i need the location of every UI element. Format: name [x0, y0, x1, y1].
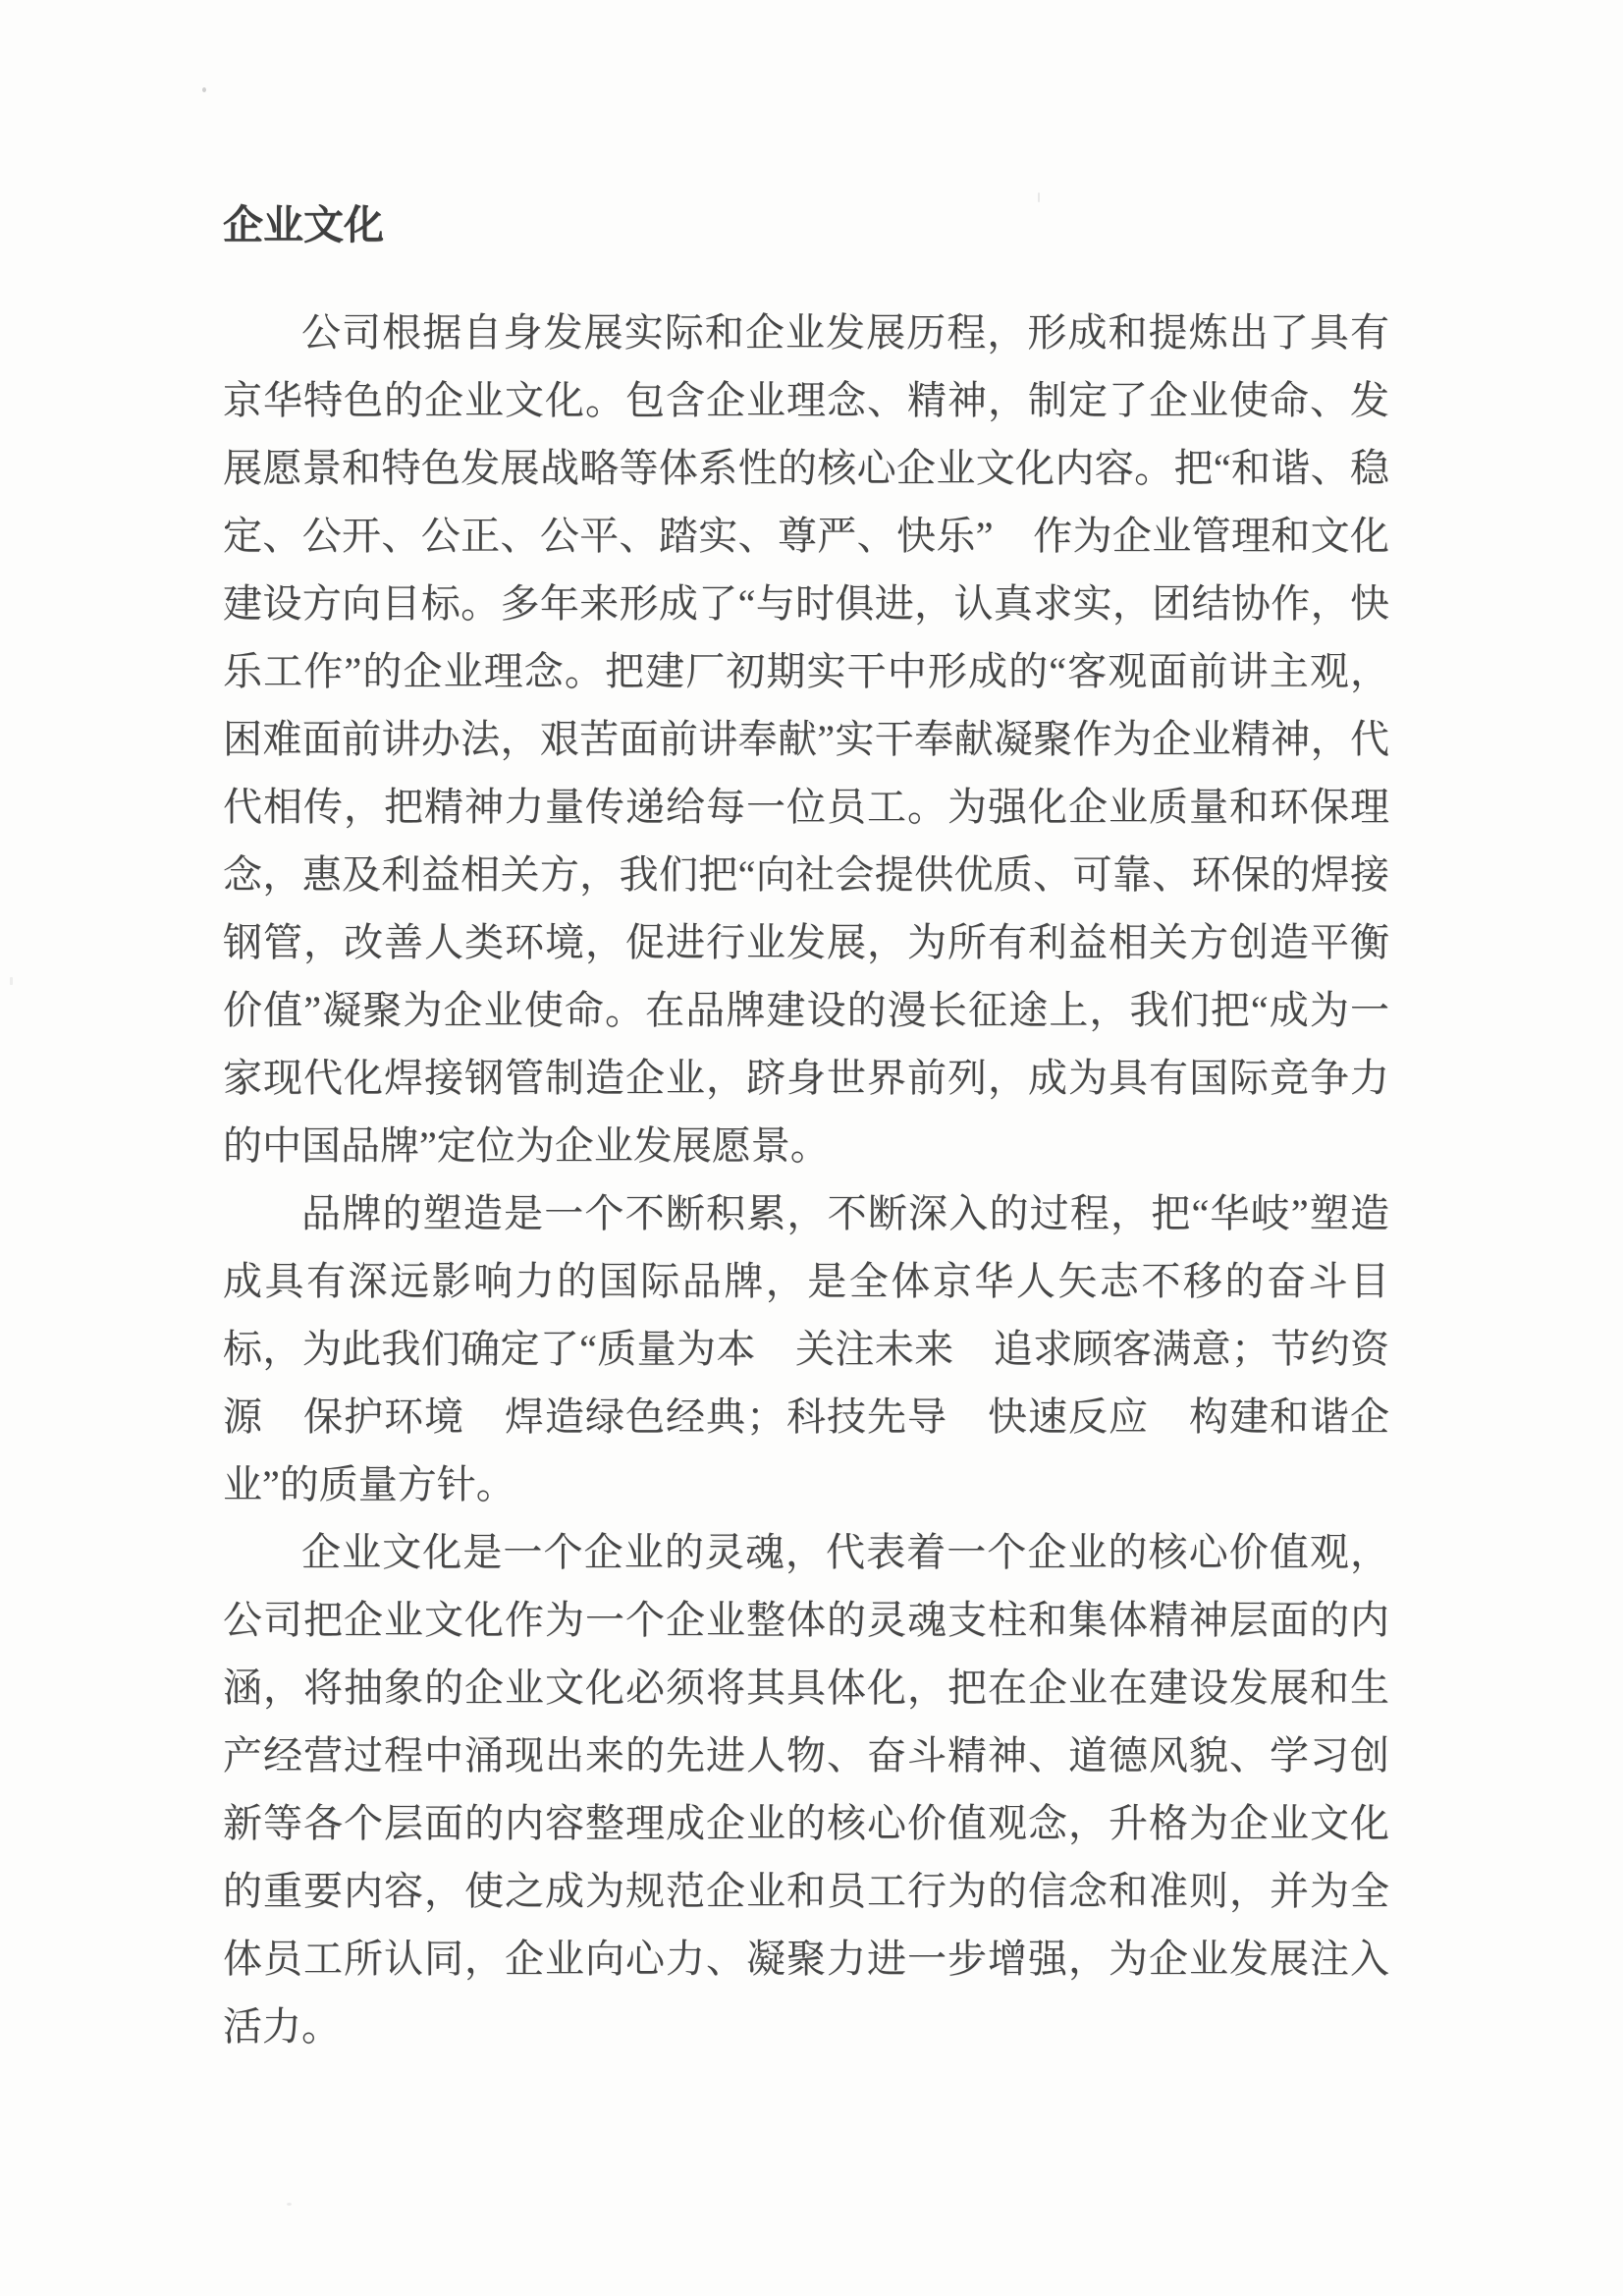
document-title: 企业文化	[223, 202, 384, 247]
document-content	[223, 204, 1389, 2060]
scan-speck	[202, 87, 206, 92]
scan-speck	[10, 977, 13, 985]
paragraph-culture-as-soul: 企业文化是一个企业的灵魂，代表着一个企业的核心价值观，公司把企业文化作为一个企业整体的灵魂支柱和集体精神层面的内涵，将抽象的企业文化必须将其具体化，把在企业在建设发展和生产经营过程中涌现出来的先进人物、奋斗精神、道德风貌、学习创新等各个层面的内容整理成企业的核心价值观念，升格为企业文化的重要内容，使之成为规范企业和员工行为的信念和准则，并为全体员工所认同，企业向心力、凝聚力进一步增强，为企业发展注入活力。	[223, 1530, 1389, 2049]
paragraph-brand-building: 品牌的塑造是一个不断积累，不断深入的过程，把“华岐”塑造成具有深远影响力的国际品牌，是全体京华人矢志不移的奋斗目标，为此我们确定了“质量为本 关注未来 追求顾客满意；节约资源 保护环境 焊造绿色经典；科技先导 快速反应 构建和谐企业”的质量方针。	[223, 1191, 1389, 1506]
scan-speck	[287, 2203, 292, 2206]
scan-speck	[1038, 192, 1040, 202]
paragraph-corporate-culture-overview: 公司根据自身发展实际和企业发展历程，形成和提炼出了具有京华特色的企业文化。包含企业理念、精神，制定了企业使命、发展愿景和特色发展战略等体系性的核心企业文化内容。把“和谐、稳定、公开、公正、公平、踏实、尊严、快乐” 作为企业管理和文化建设方向目标。多年来形成了“与时俱进，认真求实，团结协作，快乐工作”的企业理念。把建厂初期实干中形成的“客观面前讲主观，困难面前讲办法，艰苦面前讲奉献”实干奉献凝聚作为企业精神，代代相传，把精神力量传递给每一位员工。为强化企业质量和环保理念，惠及利益相关方，我们把“向社会提供优质、可靠、环保的焊接钢管，改善人类环境，促进行业发展，为所有利益相关方创造平衡价值”凝聚为企业使命。在品牌建设的漫长征途上，我们把“成为一家现代化焊接钢管制造企业，跻身世界前列，成为具有国际竞争力的中国品牌”定位为企业发展愿景。	[223, 310, 1389, 1168]
